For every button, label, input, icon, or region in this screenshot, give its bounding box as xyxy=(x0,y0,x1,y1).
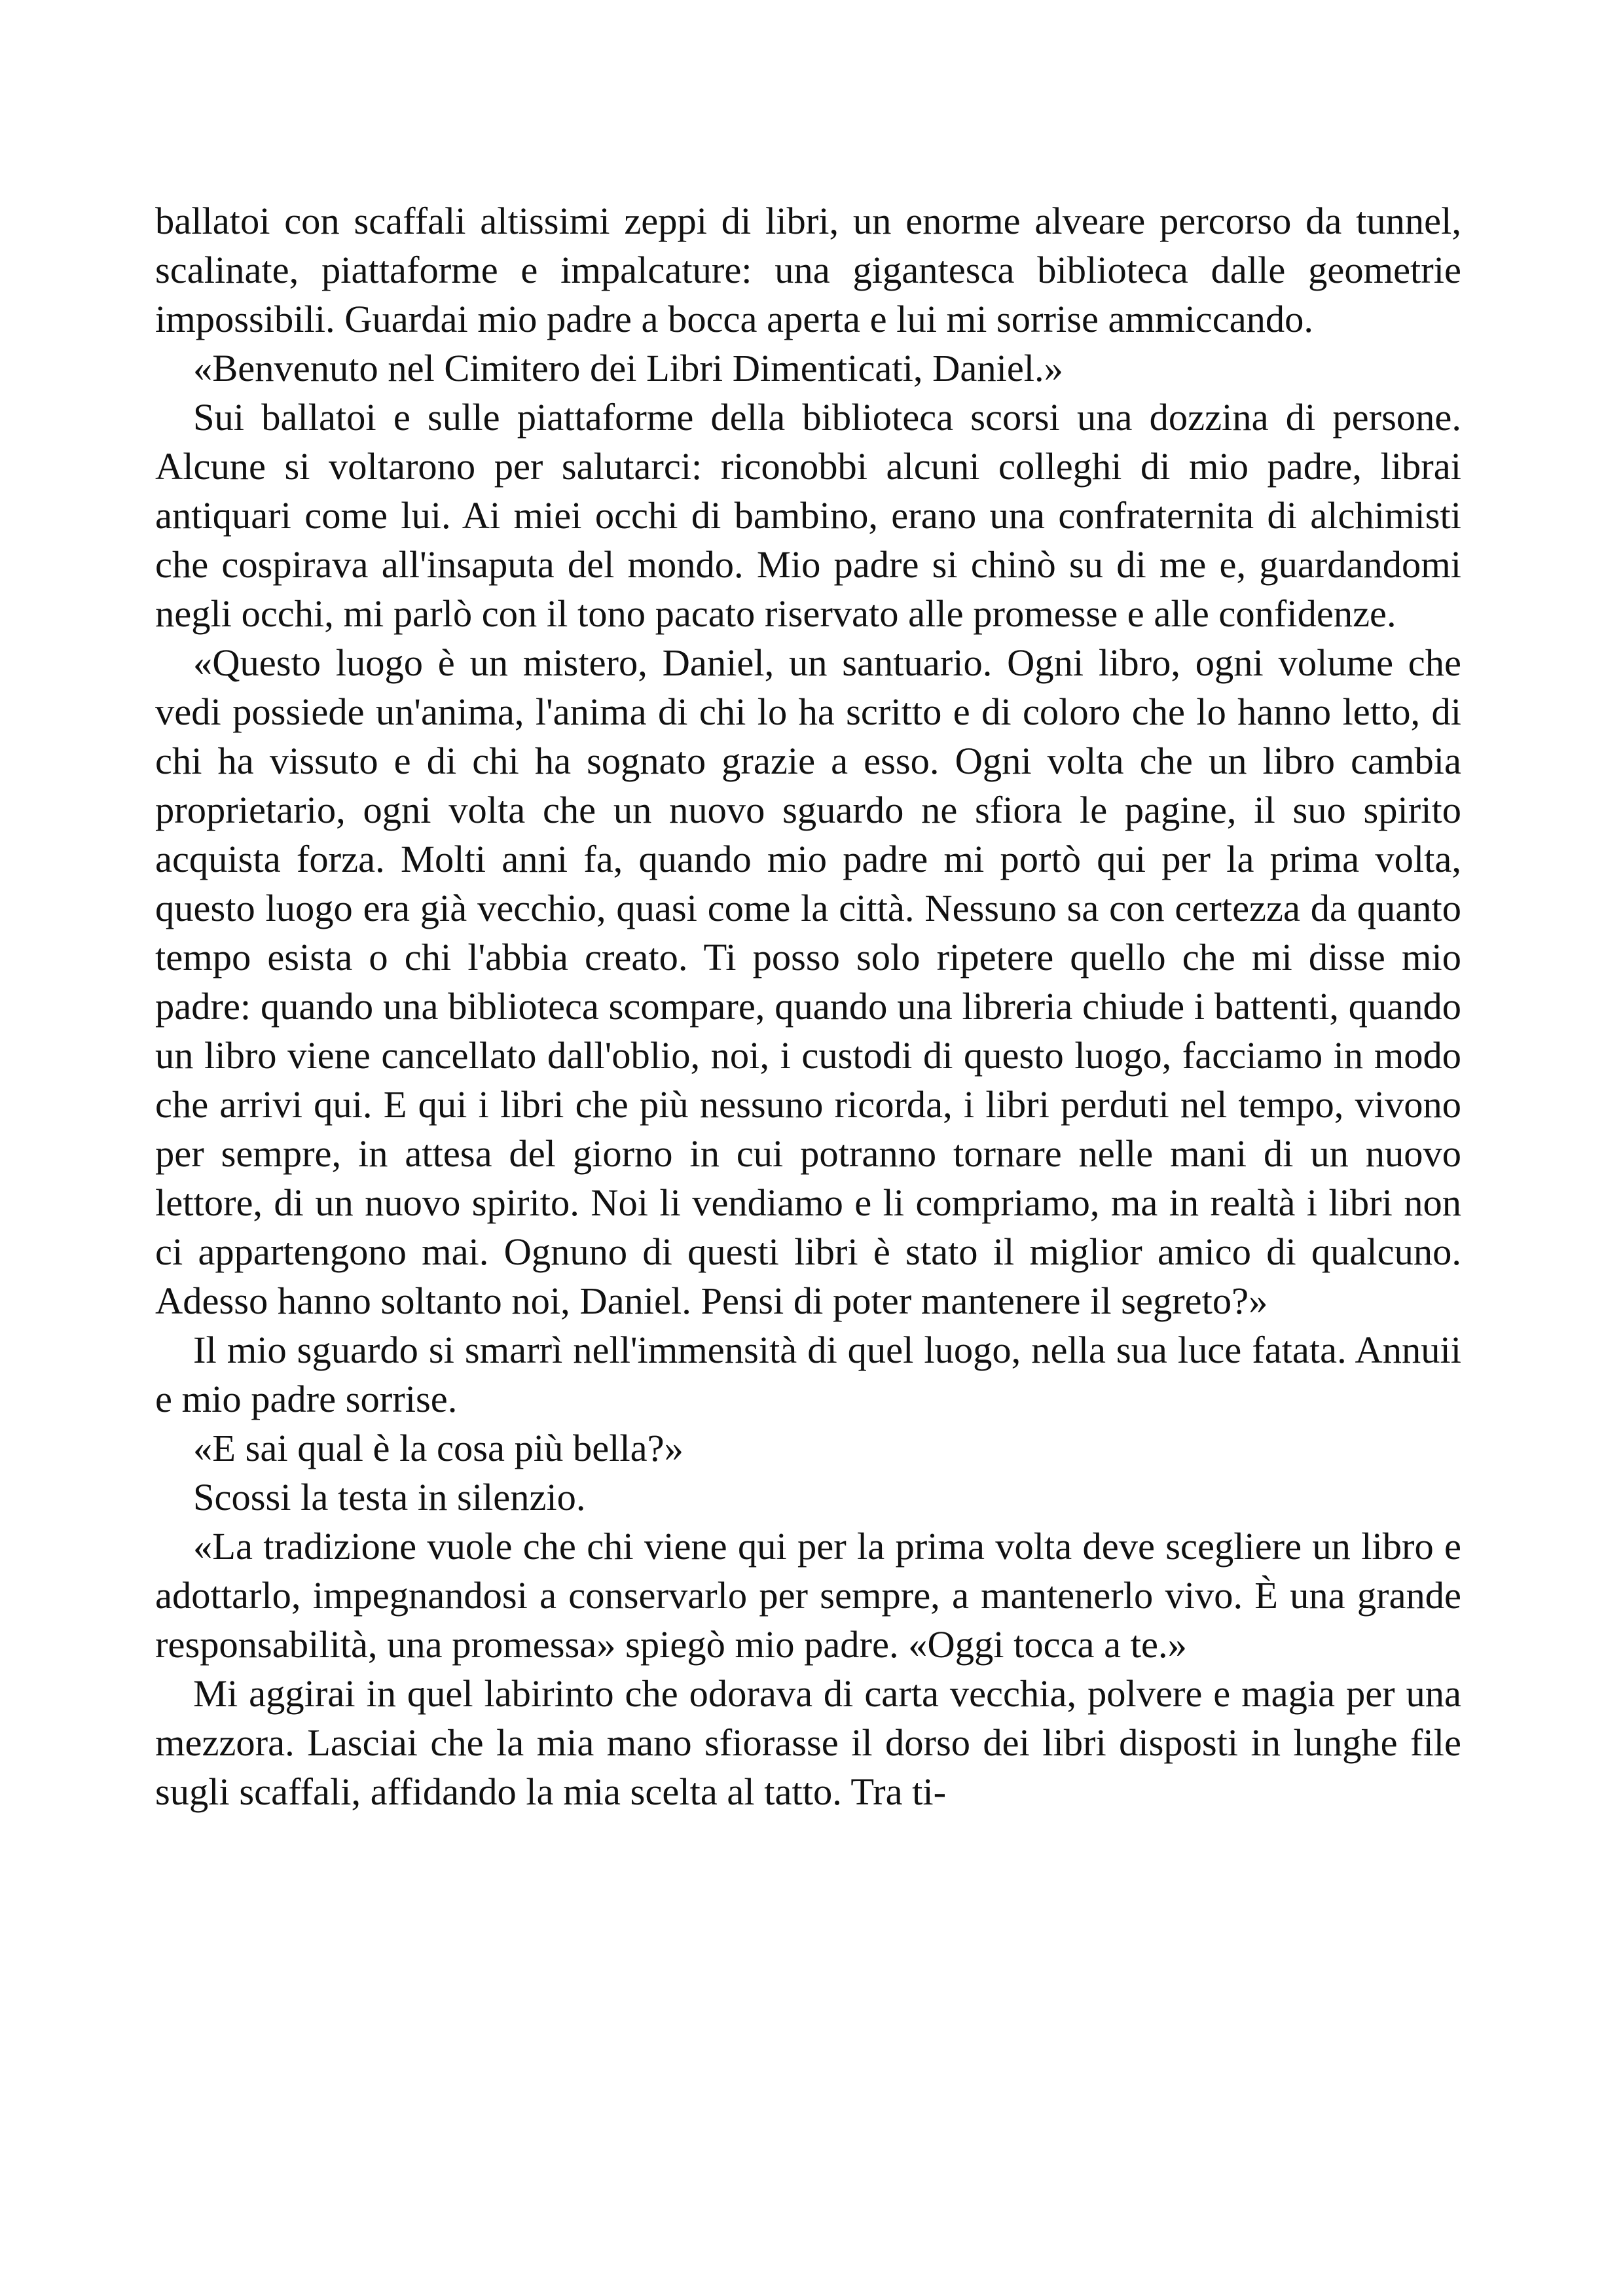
paragraph-2: «Benvenuto nel Cimitero dei Libri Dimenticati, Daniel.» xyxy=(193,347,1063,389)
paragraph-7: Scossi la testa in silenzio. xyxy=(193,1476,586,1518)
page-body-text xyxy=(155,196,1461,1816)
paragraph-1: ballatoi con scaffali altissimi zeppi di libri, un enorme alveare percorso da tunnel, scalinate, piattaforme e impalcature: una gigantesca biblioteca dalle geometrie impossibili. Guardai mio padre a bocca aperta e lui mi sorrise ammiccando. xyxy=(155,200,1461,340)
paragraph-5: Il mio sguardo si smarrì nell'immensità di quel luogo, nella sua luce fatata. Annuii e mio padre sorrise. xyxy=(155,1329,1461,1420)
paragraph-9: Mi aggirai in quel labirinto che odorava di carta vecchia, polvere e magia per una mezzora. Lasciai che la mia mano sfiorasse il dorso dei libri disposti in lunghe file sugli scaffali, affidando la mia scelta al tatto. Tra ti- xyxy=(155,1672,1461,1813)
paragraph-8: «La tradizione vuole che chi viene qui per la prima volta deve scegliere un libro e adottarlo, impegnandosi a conservarlo per sempre, a mantenerlo vivo. È una grande responsabilità, una promessa» spiegò mio padre. «Oggi tocca a te.» xyxy=(155,1525,1461,1666)
paragraph-4: «Questo luogo è un mistero, Daniel, un santuario. Ogni libro, ogni volume che vedi possiede un'anima, l'anima di chi lo ha scritto e di coloro che lo hanno letto, di chi ha vissuto e di chi ha sognato grazie a esso. Ogni volta che un libro cambia proprietario, ogni volta che un nuovo sguardo ne sfiora le pagine, il suo spirito acquista forza. Molti anni fa, quando mio padre mi portò qui per la prima volta, questo luogo era già vecchio, quasi come la città. Nessuno sa con certezza da quanto tempo esista o chi l'abbia creato. Ti posso solo ripetere quello che mi disse mio padre: quando una biblioteca scompare, quando una libreria chiude i battenti, quando un libro viene cancellato dall'oblio, noi, i custodi di questo luogo, facciamo in modo che arrivi qui. E qui i libri che più nessuno ricorda, i libri perduti nel tempo, vivono per sempre, in attesa del giorno in cui potranno tornare nelle mani di un nuovo lettore, di un nuovo spirito. Noi li vendiamo e li compriamo, ma in realtà i libri non ci appartengono mai. Ognuno di questi libri è stato il miglior amico di qualcuno. Adesso hanno soltanto noi, Daniel. Pensi di poter mantenere il segreto?» xyxy=(155,641,1461,1322)
paragraph-6: «E sai qual è la cosa più bella?» xyxy=(193,1427,684,1469)
paragraph-3: Sui ballatoi e sulle piattaforme della biblioteca scorsi una dozzina di persone. Alcune si voltarono per salutarci: riconobbi alcuni colleghi di mio padre, librai antiquari come lui. Ai miei occhi di bambino, erano una confraternita di alchimisti che cospirava all'insaputa del mondo. Mio padre si chinò su di me e, guardandomi negli occhi, mi parlò con il tono pacato riservato alle promesse e alle confidenze. xyxy=(155,396,1461,635)
